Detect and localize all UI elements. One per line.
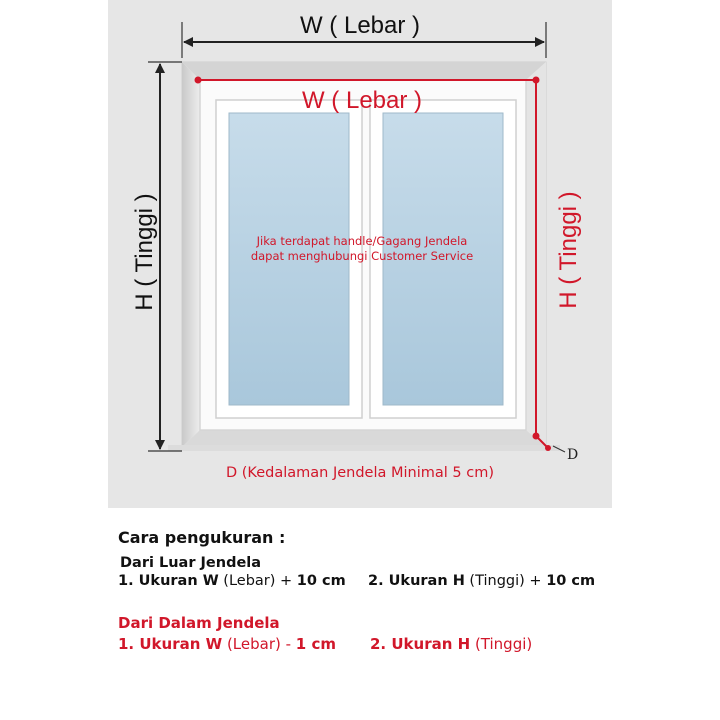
- outside-item-2-text: (Tinggi) +: [464, 573, 547, 589]
- inside-item-2: [370, 635, 532, 653]
- depth-dot: [545, 445, 551, 451]
- outside-title: Dari Luar Jendela: [120, 555, 262, 571]
- instructions-heading: Cara pengukuran :: [118, 528, 286, 547]
- inside-item-2-text: (Tinggi): [470, 635, 533, 653]
- window-sill: [182, 430, 546, 447]
- inner-width-label: W ( Lebar ): [301, 87, 423, 114]
- handle-note-line2: dapat menghubungi Customer Service: [250, 249, 474, 263]
- inside-item-1-value: 1 cm: [295, 635, 336, 653]
- handle-note-line1: Jika terdapat handle/Gagang Jendela: [256, 234, 468, 248]
- reveal-top: [182, 62, 546, 80]
- outside-item-1-text: (Lebar) +: [218, 573, 297, 589]
- outside-item-2: [368, 573, 595, 589]
- inside-item-1-text: (Lebar) -: [222, 635, 296, 653]
- outside-item-1: [118, 573, 346, 589]
- sill-ledge: [168, 445, 560, 451]
- outside-item-1-label: 1. Ukuran W: [118, 573, 219, 589]
- outside-item-2-value: 10 cm: [546, 573, 596, 589]
- inner-width-dot-left: [195, 77, 202, 84]
- inside-title: Dari Dalam Jendela: [118, 614, 280, 632]
- outside-item-1-value: 10 cm: [296, 573, 346, 589]
- outer-height-label: H ( Tinggi ): [131, 193, 158, 311]
- inside-item-2-label: 2. Ukuran H: [370, 635, 471, 653]
- depth-marker: D: [567, 447, 579, 463]
- reveal-left: [182, 62, 200, 447]
- window-measurement-diagram: [108, 0, 612, 508]
- inside-item-1-label: 1. Ukuran W: [118, 635, 223, 653]
- inside-item-1: [118, 635, 336, 653]
- outer-width-label: W ( Lebar ): [299, 12, 421, 39]
- inner-height-label: H ( Tinggi ): [555, 191, 582, 309]
- depth-label: D (Kedalaman Jendela Minimal 5 cm): [226, 465, 494, 481]
- outside-item-2-label: 2. Ukuran H: [368, 573, 465, 589]
